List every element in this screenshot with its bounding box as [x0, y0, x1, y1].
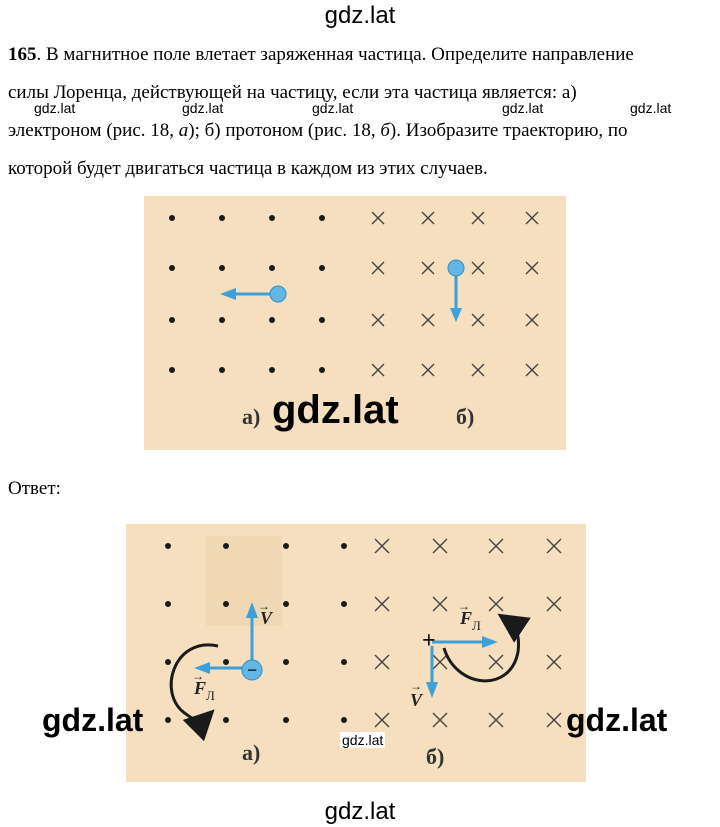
- watermark-line-5: gdz.lat: [630, 100, 672, 116]
- force-subscript-a: Л: [206, 688, 215, 703]
- field-dot-icon: [283, 717, 289, 723]
- problem-line-4: которой будет двигаться частица в каждом из этих случаев.: [8, 158, 488, 179]
- field-dot-icon: [341, 543, 347, 549]
- problem-text: [8, 36, 708, 188]
- velocity-label-b: V: [410, 690, 423, 710]
- problem-line-2: силы Лоренца, действующей на частицу, если эта частица является: а): [8, 82, 577, 103]
- watermark-line-1: gdz.lat: [34, 100, 76, 116]
- field-dot-icon: [165, 717, 171, 723]
- answer-label-a: а): [242, 740, 261, 765]
- field-dot-icon: [319, 215, 325, 221]
- vector-arrow-v-a: →: [258, 599, 270, 613]
- watermark-figure: gdz.lat: [272, 388, 399, 432]
- field-dot-icon: [319, 367, 325, 373]
- field-dot-icon: [319, 317, 325, 323]
- particle-proton: [448, 260, 464, 276]
- watermark-answer-right: gdz.lat: [566, 702, 668, 738]
- vector-arrow-f-a: →: [192, 669, 204, 683]
- field-dot-icon: [165, 543, 171, 549]
- force-label-b: F: [460, 608, 473, 628]
- field-dot-icon: [269, 215, 275, 221]
- field-dot-icon: [169, 367, 175, 373]
- watermark-bottom: gdz.lat: [324, 798, 396, 825]
- vector-arrow-f-b: →: [458, 599, 470, 613]
- electron-sign: −: [247, 660, 258, 680]
- field-dot-icon: [223, 543, 229, 549]
- field-dot-icon: [223, 717, 229, 723]
- particle-electron: [270, 286, 286, 302]
- field-dot-icon: [341, 601, 347, 607]
- field-dot-icon: [223, 659, 229, 665]
- field-dot-icon: [169, 215, 175, 221]
- field-dot-icon: [219, 317, 225, 323]
- problem-number: 165: [8, 44, 37, 65]
- problem-line-3: электроном (рис. 18, а); б) протоном (рис. 18, б). Изобразите траекторию, по: [8, 120, 628, 141]
- field-dot-icon: [165, 659, 171, 665]
- field-dot-icon: [165, 601, 171, 607]
- field-dot-icon: [269, 367, 275, 373]
- watermark-line-4: gdz.lat: [502, 100, 544, 116]
- field-dot-icon: [283, 659, 289, 665]
- force-label-a: F: [194, 678, 207, 698]
- vector-arrow-v-b: →: [410, 679, 422, 693]
- answer-label: Ответ:: [8, 478, 61, 499]
- watermark-line-2: gdz.lat: [182, 100, 224, 116]
- proton-sign: +: [422, 628, 436, 654]
- watermark-answer-left: gdz.lat: [42, 702, 144, 738]
- force-subscript-b: Л: [472, 618, 481, 633]
- watermark-line-3: gdz.lat: [312, 100, 354, 116]
- problem-line-1: 165. В магнитное поле влетает заряженная частица. Определите направление: [8, 44, 634, 65]
- watermark-top: gdz.lat: [324, 2, 396, 29]
- field-dot-icon: [269, 265, 275, 271]
- answer-label-b: б): [426, 744, 445, 769]
- field-dot-icon: [219, 367, 225, 373]
- field-dot-icon: [219, 215, 225, 221]
- field-dot-icon: [283, 601, 289, 607]
- field-dot-icon: [283, 543, 289, 549]
- field-dot-icon: [169, 317, 175, 323]
- field-dot-icon: [341, 659, 347, 665]
- figure-18-label-a: а): [242, 404, 261, 429]
- figure-18-label-b: б): [456, 404, 475, 429]
- field-dot-icon: [219, 265, 225, 271]
- field-dot-icon: [319, 265, 325, 271]
- field-dot-icon: [269, 317, 275, 323]
- field-dot-icon: [223, 601, 229, 607]
- watermark-answer-center: gdz.lat: [342, 732, 384, 748]
- velocity-label-a: V: [260, 608, 273, 628]
- field-dot-icon: [341, 717, 347, 723]
- field-dot-icon: [169, 265, 175, 271]
